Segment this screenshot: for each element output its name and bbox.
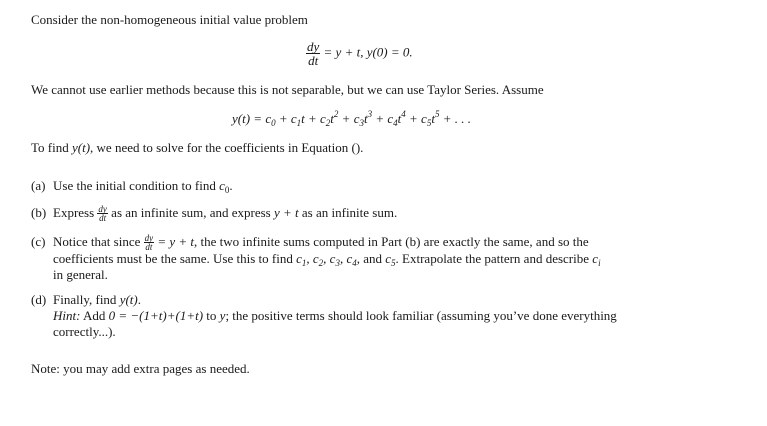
part-d-label: (d) [31, 292, 47, 307]
part-a-text: Use the initial condition to find $c_0$. [53, 178, 233, 195]
yt-var: y(t) [71, 140, 91, 155]
part-b-label: (b) [31, 205, 47, 220]
series-lhs: y(t) = c [232, 111, 272, 126]
ivp-equation [306, 40, 413, 67]
dy-dt-fraction [306, 40, 320, 67]
note-text: Note: you may add extra pages as needed. [31, 361, 250, 376]
part-c-text: Notice that since $\frac{dy}{dt}$ = y + t, the two infinite sums computed in Part (b) are exactly the same, and so the coefficients must be the same. Use this to find $c_1$, $c_2$, $c_3$, $c_4$, and $c_5$. Extrapolate the pattern and describe $c_i$ in general. [53, 233, 601, 282]
ivp-rhs: = y + t, y(0) = 0. [323, 44, 413, 60]
fraction-denominator: dt [308, 53, 319, 68]
intro-text: Consider the non-homogeneous initial value problem [31, 12, 308, 27]
part-d-text: Finally, find y(t). Hint: Add 0 = −(1+t)+(1+t) to y; the positive terms should look familiar (assuming you’ve done everything correctly...). [53, 292, 617, 339]
part-b-text: Express $\frac{dy}{dt}$ as an infinite sum, and express y + t as an infinite sum. [53, 204, 398, 223]
part-c-label: (c) [31, 234, 46, 249]
fraction-numerator: dy [307, 39, 320, 54]
dy-dt-inline-fraction: $\frac{dy}{dt}$ [144, 233, 154, 252]
taylor-series-equation: $y(t) = c_0 + c_1t + c_2t^2 + c_3t^3 + c_4t^4 + c_5t^5$ + . . . [232, 109, 471, 128]
part-a-label: (a) [31, 178, 46, 193]
hint-label: Hint: [53, 308, 81, 323]
dy-dt-inline-fraction: $\frac{dy}{dt}$ [98, 204, 107, 223]
taylor-intro-text: We cannot use earlier methods because this is not separable, but we can use Taylor Series. Assume [31, 82, 544, 97]
need-text: To find y(t), we need to solve for the coefficients in Equation (). [31, 140, 364, 155]
